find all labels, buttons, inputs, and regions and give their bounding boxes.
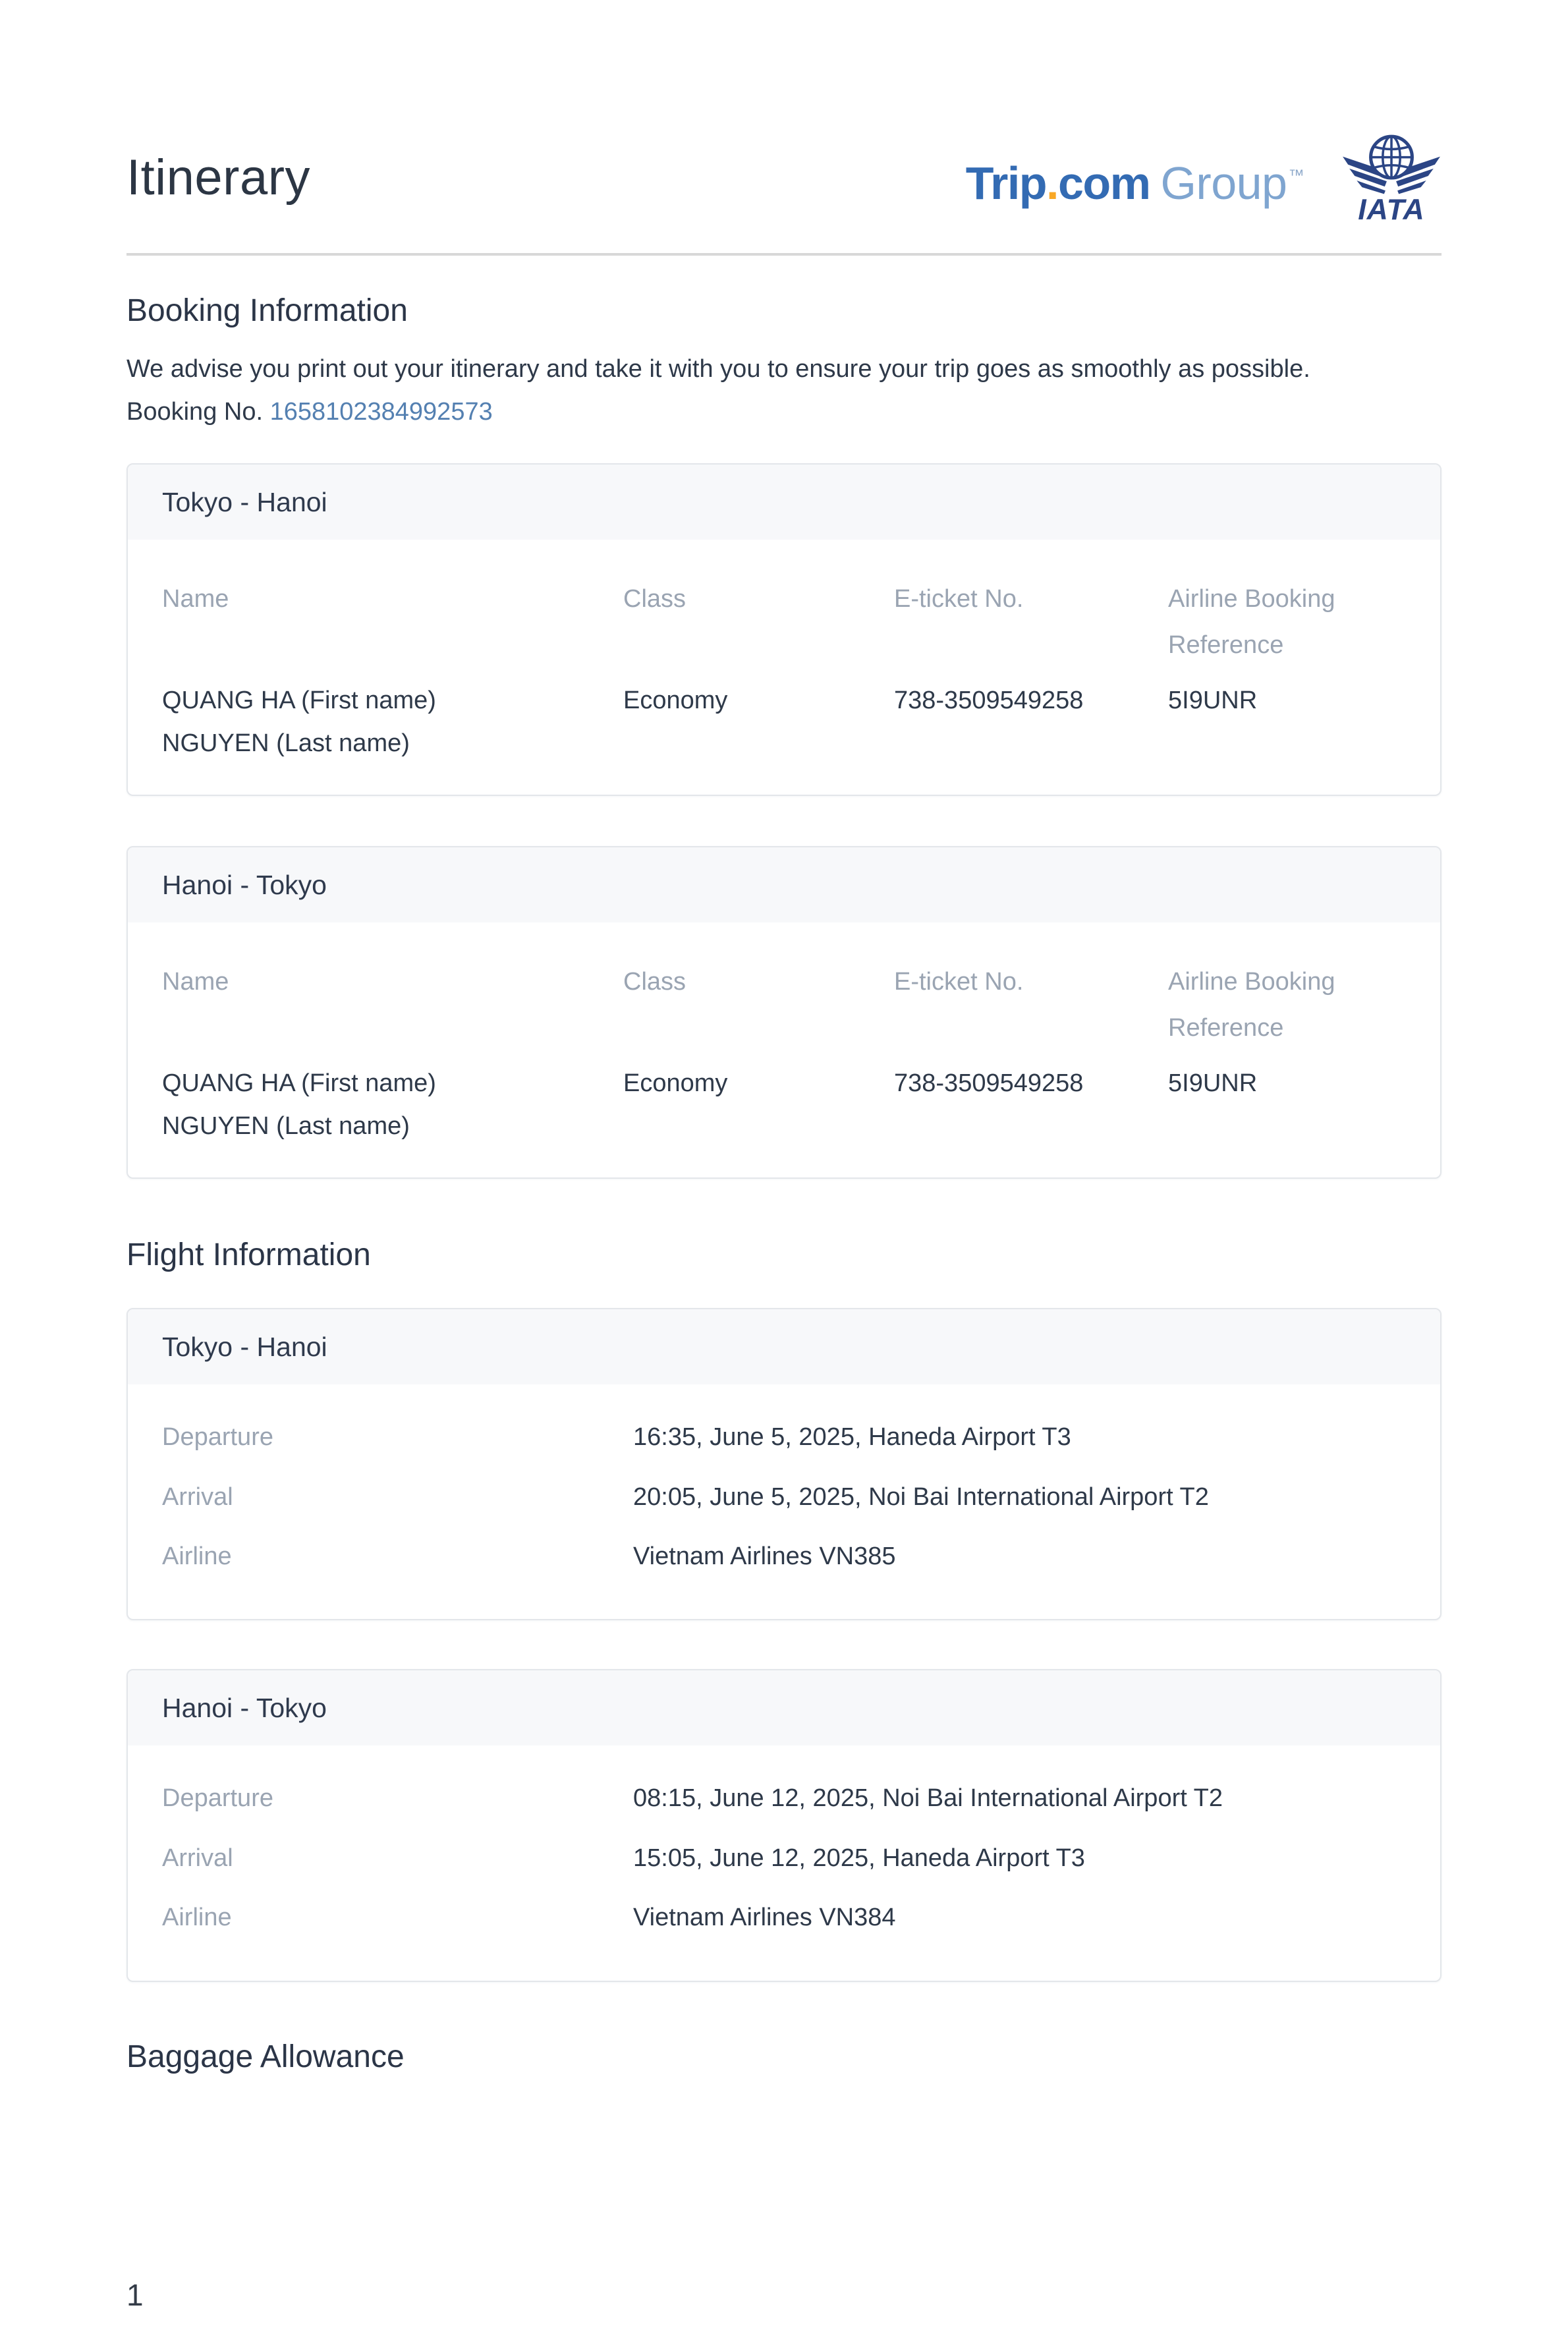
table-row [162, 679, 1406, 764]
airline-label: Airline [162, 1542, 232, 1570]
column-header-eticket: E-ticket No. [894, 585, 1024, 613]
flight-card-route-header [128, 1309, 1440, 1384]
header-divider [126, 253, 1442, 256]
booking-card-tokyo-hanoi [126, 463, 1442, 796]
booking-table [128, 540, 1440, 795]
column-header-reference: Airline Booking Reference [1168, 968, 1335, 1042]
flight-detail-row [162, 1541, 1406, 1573]
passenger-name-cell [162, 679, 623, 764]
document-header [126, 132, 1442, 224]
booking-card-route-header [128, 465, 1440, 540]
passenger-first-name: QUANG HA (First name) [162, 687, 436, 714]
departure-value: 08:15, June 12, 2025, Noi Bai International Airport T2 [633, 1784, 1223, 1813]
page-number: 1 [126, 2278, 144, 2312]
trademark-symbol: ™ [1288, 167, 1303, 184]
arrival-label: Arrival [162, 1483, 233, 1511]
passenger-last-name: NGUYEN (Last name) [162, 1112, 410, 1140]
flight-card-tokyo-hanoi [126, 1308, 1442, 1620]
arrival-value: 15:05, June 12, 2025, Haneda Airport T3 [633, 1844, 1085, 1872]
flight-information-heading: Flight Information [126, 1237, 371, 1273]
flight-details [128, 1384, 1440, 1619]
booking-table [128, 922, 1440, 1177]
trip-logo-group-word: Group [1160, 157, 1287, 209]
column-header-class: Class [623, 585, 686, 613]
column-header-class: Class [623, 968, 686, 996]
table-row [162, 1062, 1406, 1147]
route-title: Hanoi - Tokyo [162, 869, 327, 900]
passenger-last-name: NGUYEN (Last name) [162, 729, 410, 757]
page-title: Itinerary [126, 150, 311, 206]
airline-label: Airline [162, 1904, 232, 1932]
route-title: Hanoi - Tokyo [162, 1692, 327, 1723]
booking-card-hanoi-tokyo [126, 846, 1442, 1179]
iata-logo-text: IATA [1358, 193, 1425, 224]
flight-details [128, 1745, 1440, 1980]
booking-number: 1658102384992573 [269, 397, 493, 426]
advice-line: We advise you print out your itinerary and take it with you to ensure your trip goes as smoothly as possible. [126, 355, 1310, 383]
booking-card-route-header [128, 847, 1440, 922]
arrival-value: 20:05, June 5, 2025, Noi Bai International Airport T2 [633, 1483, 1209, 1511]
class-cell: Economy [623, 687, 728, 714]
passenger-name-cell [162, 1062, 623, 1147]
booking-table-header-row [162, 959, 1406, 1052]
brand-logos [966, 132, 1442, 224]
route-title: Tokyo - Hanoi [162, 486, 327, 517]
baggage-allowance-heading: Baggage Allowance [126, 2039, 405, 2074]
booking-table-header-row [162, 577, 1406, 669]
departure-label: Departure [162, 1784, 273, 1813]
class-cell: Economy [623, 1069, 728, 1097]
trip-logo-suffix: com [1058, 157, 1150, 209]
departure-label: Departure [162, 1423, 273, 1452]
airline-value: Vietnam Airlines VN384 [633, 1904, 896, 1932]
trip-com-group-logo [966, 157, 1303, 210]
column-header-reference: Airline Booking Reference [1168, 585, 1335, 660]
reference-cell: 5I9UNR [1168, 687, 1258, 714]
trip-logo-word: Trip [965, 157, 1047, 209]
flight-card-hanoi-tokyo [126, 1669, 1442, 1981]
flight-detail-row [162, 1842, 1406, 1875]
column-header-eticket: E-ticket No. [894, 968, 1024, 996]
flight-detail-row [162, 1481, 1406, 1514]
flight-detail-row [162, 1421, 1406, 1454]
departure-value: 16:35, June 5, 2025, Haneda Airport T3 [633, 1423, 1071, 1452]
column-header-name: Name [162, 585, 229, 613]
booking-no-label: Booking No. [126, 397, 264, 426]
itinerary-document-page [0, 132, 1568, 2351]
booking-advice-text [126, 348, 1442, 433]
column-header-name: Name [162, 968, 229, 996]
iata-logo-icon [1341, 132, 1442, 224]
airline-value: Vietnam Airlines VN385 [633, 1542, 896, 1570]
eticket-cell: 738-3509549258 [894, 687, 1084, 714]
route-title: Tokyo - Hanoi [162, 1331, 327, 1362]
arrival-label: Arrival [162, 1844, 233, 1872]
flight-card-route-header [128, 1670, 1440, 1745]
passenger-first-name: QUANG HA (First name) [162, 1069, 436, 1097]
booking-information-heading: Booking Information [126, 293, 408, 328]
trip-logo-dot: . [1046, 157, 1058, 209]
flight-detail-row [162, 1902, 1406, 1934]
reference-cell: 5I9UNR [1168, 1069, 1258, 1097]
flight-detail-row [162, 1782, 1406, 1815]
eticket-cell: 738-3509549258 [894, 1069, 1084, 1097]
